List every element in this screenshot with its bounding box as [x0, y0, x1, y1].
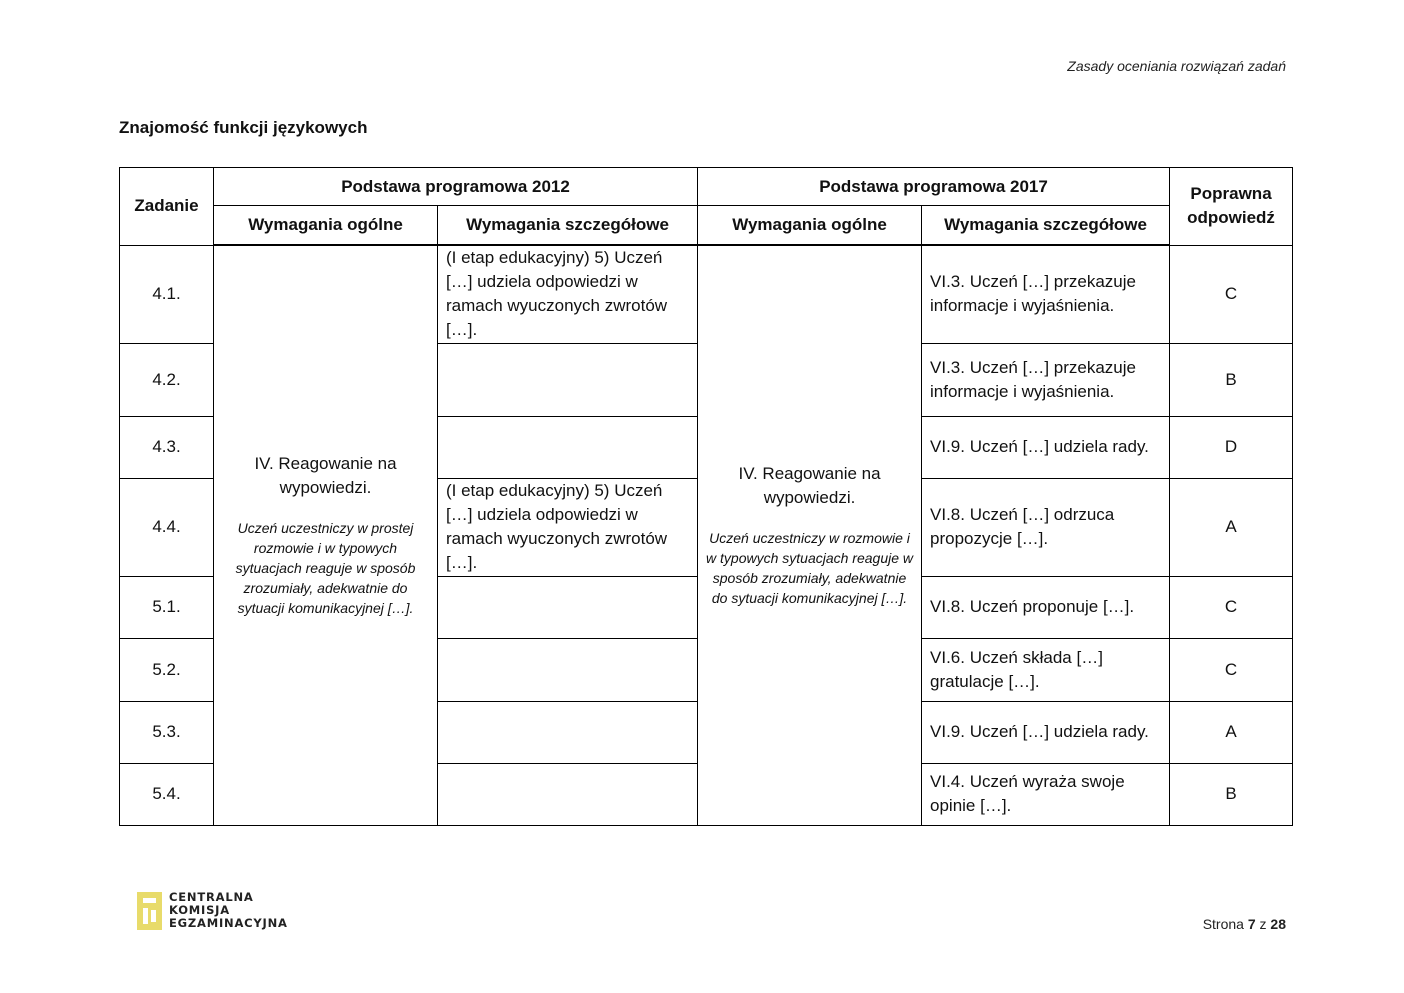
- task-number: 5.3.: [120, 701, 214, 763]
- task-number: 4.3.: [120, 416, 214, 478]
- answer-cell: A: [1170, 478, 1293, 576]
- general-req-2017-main: IV. Reagowanie na wypowiedzi.: [738, 464, 881, 508]
- detail-2012: [438, 416, 698, 478]
- answer-cell: B: [1170, 763, 1293, 825]
- detail-2012: [438, 763, 698, 825]
- logo-line: EGZAMINACYJNA: [169, 916, 288, 930]
- general-req-2017-desc: Uczeń uczestniczy w rozmowie i w typowych sytuacjach reaguje w sposób zrozumiały, adekwatnie do sytuacji komunikacyjnej […].: [706, 530, 914, 607]
- general-req-2012-main: IV. Reagowanie na wypowiedzi.: [254, 454, 397, 498]
- col-task-header: Zadanie: [120, 168, 214, 246]
- cke-logo-mark-icon: [137, 892, 162, 930]
- detail-2017: VI.8. Uczeń proponuje […].: [922, 576, 1170, 638]
- detail-2017: VI.3. Uczeń […] przekazuje informacje i wyjaśnienia.: [922, 245, 1170, 343]
- sub-detailed-2017: Wymagania szczegółowe: [922, 206, 1170, 246]
- detail-2017: VI.4. Uczeń wyraża swoje opinie […].: [922, 763, 1170, 825]
- detail-2012: [438, 701, 698, 763]
- answer-cell: C: [1170, 638, 1293, 701]
- page-current: 7: [1247, 916, 1256, 932]
- answer-cell: D: [1170, 416, 1293, 478]
- detail-2017: VI.3. Uczeń […] przekazuje informacje i wyjaśnienia.: [922, 343, 1170, 416]
- detail-2017: VI.6. Uczeń składa […] gratulacje […].: [922, 638, 1170, 701]
- answer-cell: B: [1170, 343, 1293, 416]
- answer-cell: C: [1170, 576, 1293, 638]
- requirements-table: [119, 167, 1293, 826]
- sub-general-2012: Wymagania ogólne: [214, 206, 438, 246]
- section-title: Znajomość funkcji językowych: [119, 118, 368, 137]
- general-req-2012: [214, 245, 438, 825]
- task-number: 5.1.: [120, 576, 214, 638]
- general-req-2017: [698, 245, 922, 825]
- page-sep: z: [1259, 916, 1267, 932]
- detail-2012: [438, 343, 698, 416]
- sub-general-2017: Wymagania ogólne: [698, 206, 922, 246]
- general-req-2012-desc: Uczeń uczestniczy w prostej rozmowie i w typowych sytuacjach reaguje w sposób zrozumiały, adekwatnie do sytuacji komunikacyjnej […].: [235, 520, 416, 617]
- page-prefix: Strona: [1202, 916, 1244, 932]
- cke-logo-text: [169, 891, 288, 930]
- table-row: [120, 245, 1293, 343]
- col-answer-header: Poprawna odpowiedź: [1170, 168, 1293, 246]
- detail-2012: (I etap edukacyjny) 5) Uczeń […] udziela odpowiedzi w ramach wyuczonych zwrotów […].: [438, 478, 698, 576]
- task-number: 5.2.: [120, 638, 214, 701]
- answer-cell: C: [1170, 245, 1293, 343]
- detail-2012: [438, 576, 698, 638]
- task-number: 5.4.: [120, 763, 214, 825]
- page-total: 28: [1270, 916, 1286, 932]
- detail-2012: (I etap edukacyjny) 5) Uczeń […] udziela odpowiedzi w ramach wyuczonych zwrotów […].: [438, 245, 698, 343]
- logo-line: CENTRALNA: [169, 890, 254, 904]
- logo-line: KOMISJA: [169, 903, 230, 917]
- cke-logo: [137, 891, 288, 930]
- detail-2017: VI.9. Uczeń […] udziela rady.: [922, 701, 1170, 763]
- task-number: 4.2.: [120, 343, 214, 416]
- detail-2017: VI.9. Uczeń […] udziela rady.: [922, 416, 1170, 478]
- sub-detailed-2012: Wymagania szczegółowe: [438, 206, 698, 246]
- page-number: [1203, 916, 1286, 932]
- group-2012-header: Podstawa programowa 2012: [214, 168, 698, 206]
- answer-cell: A: [1170, 701, 1293, 763]
- detail-2017: VI.8. Uczeń […] odrzuca propozycje […].: [922, 478, 1170, 576]
- detail-2012: [438, 638, 698, 701]
- group-2017-header: Podstawa programowa 2017: [698, 168, 1170, 206]
- header-note: Zasady oceniania rozwiązań zadań: [1067, 58, 1286, 74]
- task-number: 4.1.: [120, 245, 214, 343]
- task-number: 4.4.: [120, 478, 214, 576]
